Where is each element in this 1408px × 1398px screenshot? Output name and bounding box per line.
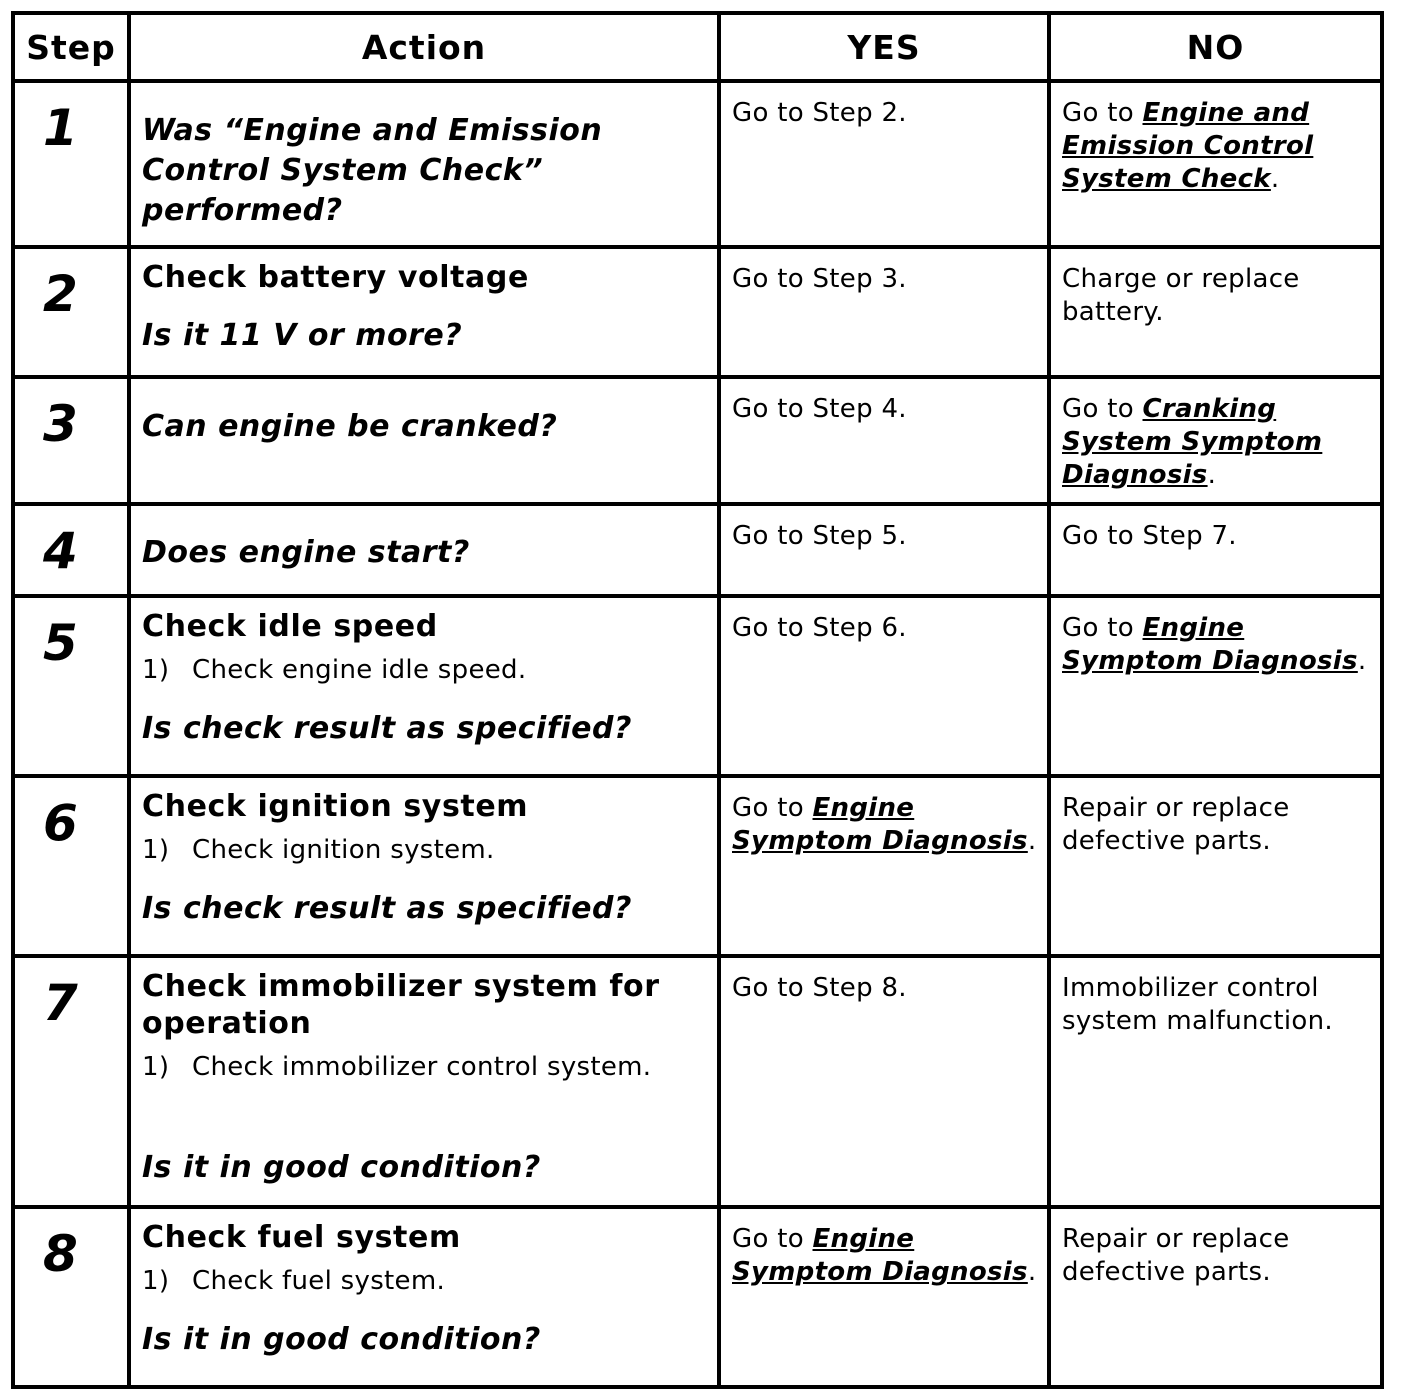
no-prefix: Go to: [1062, 98, 1143, 128]
table-row: [13, 247, 1382, 377]
action-question: Is it in good condition?: [142, 1150, 541, 1185]
no-cell: [1049, 81, 1382, 247]
yes-cell: [719, 81, 1049, 247]
yes-text: Go to Step 4.: [732, 394, 907, 424]
step-number: 6: [13, 776, 129, 956]
yes-prefix: Go to: [732, 1224, 813, 1254]
no-cell: [1049, 1207, 1382, 1387]
no-text: Repair or replace defective parts.: [1062, 1224, 1290, 1287]
yes-text: Go to Step 8.: [732, 973, 907, 1003]
action-question: Can engine be cranked?: [142, 409, 558, 444]
no-prefix: Go to: [1062, 394, 1143, 424]
substep-number: 1): [142, 1052, 170, 1082]
action-cell: [129, 377, 719, 504]
no-header: NO: [1049, 13, 1382, 81]
substep-text: Check immobilizer control system.: [192, 1052, 652, 1082]
yes-suffix: .: [1027, 826, 1037, 856]
no-prefix: Go to: [1062, 613, 1143, 643]
table-row: [13, 596, 1382, 776]
action-heading: Check ignition system: [142, 789, 529, 824]
yes-header: YES: [719, 13, 1049, 81]
step-number: 3: [13, 377, 129, 504]
action-heading: Check immobilizer system for operation: [142, 969, 660, 1041]
step-number: 2: [13, 247, 129, 377]
substep: [142, 1264, 707, 1298]
action-cell: [129, 504, 719, 596]
yes-cell: [719, 377, 1049, 504]
no-text: Charge or replace battery.: [1062, 264, 1300, 327]
no-suffix: .: [1207, 460, 1217, 490]
step-number: 5: [13, 596, 129, 776]
table-row: [13, 1207, 1382, 1387]
table-row: [13, 81, 1382, 247]
action-cell: [129, 596, 719, 776]
substep: [142, 1050, 707, 1084]
action-header: Action: [129, 13, 719, 81]
substep: [142, 653, 707, 687]
table-row: [13, 776, 1382, 956]
table-row: [13, 377, 1382, 504]
action-heading: Check idle speed: [142, 609, 438, 644]
yes-cell: [719, 247, 1049, 377]
no-cell: [1049, 504, 1382, 596]
no-suffix: .: [1357, 646, 1367, 676]
step-number: 4: [13, 504, 129, 596]
action-cell: [129, 1207, 719, 1387]
no-cell: [1049, 956, 1382, 1207]
substep-number: 1): [142, 1266, 170, 1296]
no-link[interactable]: Cranking System Symptom Diagnosis: [1062, 394, 1323, 490]
substep-number: 1): [142, 835, 170, 865]
no-cell: [1049, 596, 1382, 776]
yes-text: Go to Step 5.: [732, 521, 907, 551]
no-cell: [1049, 776, 1382, 956]
action-heading: Check battery voltage: [142, 260, 529, 295]
no-suffix: .: [1270, 164, 1280, 194]
no-text: Repair or replace defective parts.: [1062, 793, 1290, 856]
yes-cell: [719, 504, 1049, 596]
header-row: [13, 13, 1382, 81]
no-cell: [1049, 247, 1382, 377]
action-question: Does engine start?: [142, 535, 470, 570]
step-header: Step: [13, 13, 129, 81]
action-cell: [129, 956, 719, 1207]
substep-number: 1): [142, 655, 170, 685]
yes-link[interactable]: Engine Symptom Diagnosis: [732, 793, 1028, 856]
yes-cell: [719, 1207, 1049, 1387]
substep: [142, 833, 707, 867]
action-question: Was “Engine and Emission Control System Check” performed?: [142, 113, 603, 228]
step-number: 1: [13, 81, 129, 247]
action-cell: [129, 776, 719, 956]
action-heading: Check fuel system: [142, 1220, 461, 1255]
diagnostic-table: [11, 11, 1384, 1389]
table-row: [13, 956, 1382, 1207]
yes-suffix: .: [1027, 1257, 1037, 1287]
no-text: Go to Step 7.: [1062, 521, 1237, 551]
substep-text: Check fuel system.: [192, 1266, 446, 1296]
yes-text: Go to Step 3.: [732, 264, 907, 294]
yes-link[interactable]: Engine Symptom Diagnosis: [732, 1224, 1028, 1287]
yes-text: Go to Step 6.: [732, 613, 907, 643]
yes-prefix: Go to: [732, 793, 813, 823]
yes-cell: [719, 596, 1049, 776]
yes-text: Go to Step 2.: [732, 98, 907, 128]
no-cell: [1049, 377, 1382, 504]
no-link[interactable]: Engine Symptom Diagnosis: [1062, 613, 1358, 676]
step-number: 7: [13, 956, 129, 1207]
action-question: Is it 11 V or more?: [142, 318, 463, 353]
action-question: Is check result as specified?: [142, 891, 632, 926]
action-question: Is it in good condition?: [142, 1322, 541, 1357]
table-row: [13, 504, 1382, 596]
no-text: Immobilizer control system malfunction.: [1062, 973, 1333, 1036]
substep-text: Check engine idle speed.: [192, 655, 527, 685]
no-link[interactable]: Engine and Emission Control System Check: [1062, 98, 1314, 194]
action-question: Is check result as specified?: [142, 711, 632, 746]
action-cell: [129, 81, 719, 247]
yes-cell: [719, 776, 1049, 956]
action-cell: [129, 247, 719, 377]
step-number: 8: [13, 1207, 129, 1387]
substep-text: Check ignition system.: [192, 835, 495, 865]
yes-cell: [719, 956, 1049, 1207]
